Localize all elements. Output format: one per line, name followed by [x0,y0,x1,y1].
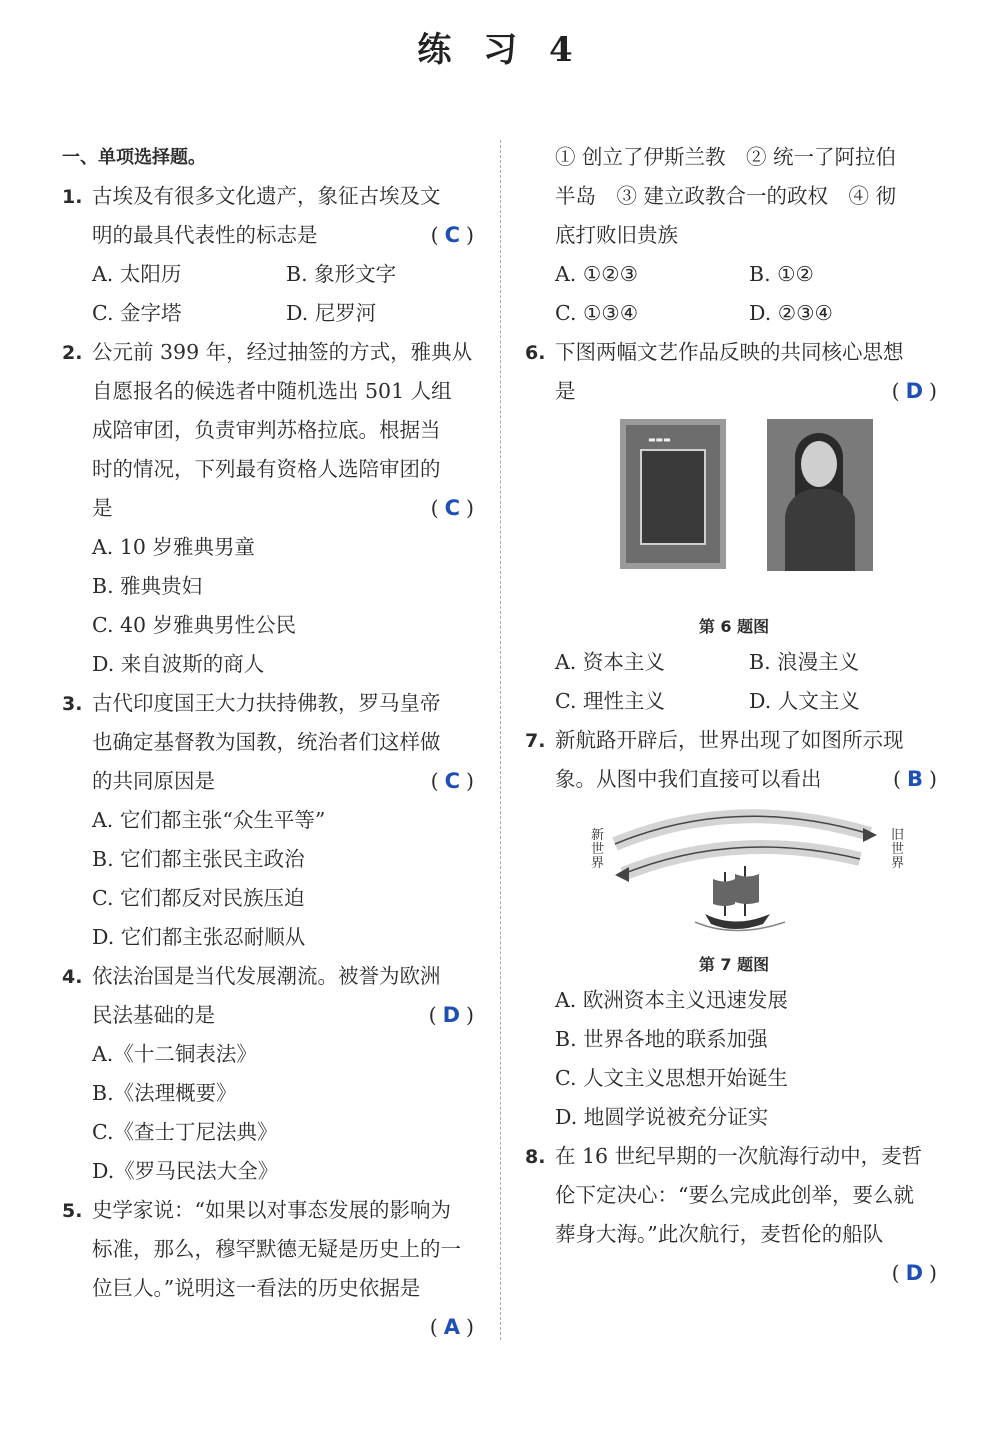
option-a: A. 太阳历 [92,262,182,286]
question-7-number: 7. [525,730,546,752]
book-title-icon: ▬▬▬ [648,435,671,444]
question-6-answer: (D) [891,379,943,403]
question-5-line-2: 标准，那么，穆罕默德无疑是历史上的一 [92,1237,461,1261]
question-8-line-2: 伦下定决心：“要么完成此创举，要么就 [555,1183,914,1207]
exchange-arc-diagram [585,804,885,944]
option-d: D. 它们都主张忍耐顺从 [92,925,306,949]
mona-lisa-painting-image [767,419,873,571]
option-b: B. 世界各地的联系加强 [555,1027,768,1051]
option-a: A. 资本主义 [555,650,665,674]
option-c: C. ①③④ [555,301,639,325]
question-5-answer: (A) [429,1315,480,1339]
sailing-ship-icon [695,866,785,931]
option-d: D. ②③④ [749,301,833,325]
question-2-number: 2. [62,342,83,364]
question-5-options-row-1 [525,255,943,294]
question-5-statement-2: 半岛 ③ 建立政教合一的政权 ④ 彻 [555,184,897,208]
question-1-line-1: 1. 古埃及有很多文化遗产，象征古埃及文 [62,177,480,216]
option-a: A.《十二铜表法》 [92,1042,257,1066]
question-3-answer: (C) [430,769,480,793]
question-2-line-3: 成陪审团，负责审判苏格拉底。根据当 [92,418,441,442]
question-2-line-4: 时的情况，下列最有资格人选陪审团的 [92,457,441,481]
option-a: A. 10 岁雅典男童 [92,535,255,559]
option-c: C. 金字塔 [92,301,182,325]
question-2-line-5: 是 (C) [62,489,480,528]
question-7-line-1: 7. 新航路开辟后，世界出现了如图所示现 [525,721,943,760]
question-7-answer: (B) [892,767,943,791]
question-5-line-3: 位巨人。”说明这一看法的历史依据是 [92,1276,421,1300]
column-divider [500,140,501,1340]
question-2-line-1: 2. 公元前 399 年，经过抽签的方式，雅典从 [62,333,480,372]
question-5-statement-3: 底打败旧贵族 [555,223,678,247]
question-4-line-1: 4. 依法治国是当代发展潮流。被誉为欧洲 [62,957,480,996]
question-5-line-1: 5. 史学家说：“如果以对事态发展的影响为 [62,1191,480,1230]
question-4-answer: (D) [428,1003,480,1027]
option-a: A. ①②③ [555,262,638,286]
option-b: B. 象形文字 [286,262,397,286]
option-d: D.《罗马民法大全》 [92,1159,279,1183]
option-b: B. 雅典贵妇 [92,574,203,598]
question-6-number: 6. [525,342,546,364]
question-3-line-1: 3. 古代印度国王大力扶持佛教，罗马皇帝 [62,684,480,723]
question-6-line-2: 是 (D) [525,372,943,411]
question-8-answer-line [525,1254,943,1293]
question-4-line-2: 民法基础的是 (D) [62,996,480,1035]
option-b: B. 浪漫主义 [749,650,860,674]
section-heading: 一、单项选择题。 [62,147,206,168]
option-d: D. 来自波斯的商人 [92,652,265,676]
question-4-number: 4. [62,966,83,988]
question-1-answer: (C) [430,223,480,247]
option-a: A. 欧洲资本主义迅速发展 [555,988,788,1012]
option-c: C. 40 岁雅典男性公民 [92,613,297,637]
option-d: D. 人文主义 [749,689,860,713]
question-8-number: 8. [525,1146,546,1168]
question-1-number: 1. [62,186,83,208]
option-b: B. ①② [749,262,814,286]
question-5-number: 5. [62,1200,83,1222]
question-5-answer-line [62,1308,480,1347]
book-portrait [640,449,706,545]
question-8-line-1: 8. 在 16 世纪早期的一次航海行动中，麦哲 [525,1137,943,1176]
question-1-line-2: 明的最具代表性的标志是 (C) [62,216,480,255]
old-world-label: 旧 世 界 [891,828,905,871]
question-8-line-3: 葬身大海。”此次航行，麦哲伦的船队 [555,1222,884,1246]
question-6-options-row-2 [525,682,943,721]
question-6-line-1: 6. 下图两幅文艺作品反映的共同核心思想 [525,333,943,372]
option-b: B.《法理概要》 [92,1081,237,1105]
question-1-options-row-2 [62,294,480,333]
option-a: A. 它们都主张“众生平等” [92,808,326,832]
question-6-figure [525,411,943,611]
option-d: D. 地圆学说被充分证实 [555,1105,769,1129]
question-1-options-row-1 [62,255,480,294]
option-b: B. 它们都主张民主政治 [92,847,305,871]
option-d: D. 尼罗河 [286,301,377,325]
question-3-line-3: 的共同原因是 (C) [62,762,480,801]
question-5-options-row-2 [525,294,943,333]
question-2-answer: (C) [430,496,480,520]
question-7-figure [525,799,943,949]
right-column [525,138,943,1293]
new-world-label: 新 世 界 [591,828,605,871]
question-7-line-2: 象。从图中我们直接可以看出 (B) [525,760,943,799]
option-c: C. 理性主义 [555,689,665,713]
question-7-caption: 第 7 题图 [698,955,770,974]
question-6-options-row-1 [525,643,943,682]
question-3-number: 3. [62,693,83,715]
question-2-line-2: 自愿报名的候选者中随机选出 501 人组 [92,379,452,403]
left-column [62,138,480,1347]
option-c: C. 人文主义思想开始诞生 [555,1066,788,1090]
option-c: C.《查士丁尼法典》 [92,1120,278,1144]
book-cover-image [620,419,726,569]
page-title: 练 习 4 [417,30,583,70]
question-8-answer: (D) [891,1261,943,1285]
question-3-line-2: 也确定基督教为国教，统治者们这样做 [92,730,441,754]
question-5-statement-1: ① 创立了伊斯兰教 ② 统一了阿拉伯 [555,145,897,169]
option-c: C. 它们都反对民族压迫 [92,886,305,910]
question-6-caption: 第 6 题图 [698,617,770,636]
